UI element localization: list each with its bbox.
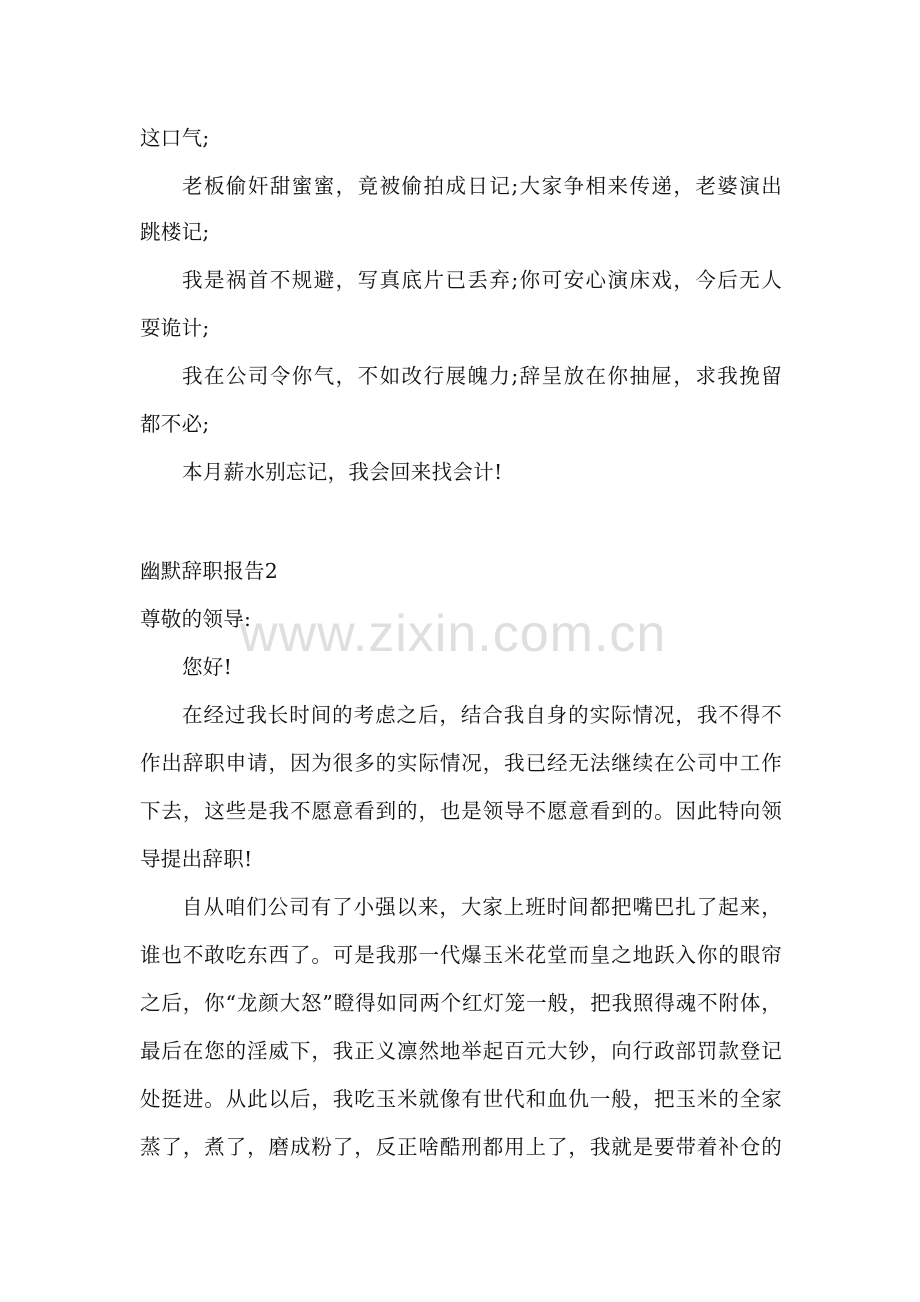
text-line: 谁也不敢吃东西了。可是我那一代爆玉米花堂而皇之地跃入你的眼帘 bbox=[140, 943, 782, 967]
text-line: 作出辞职申请，因为很多的实际情况，我已经无法继续在公司中工作 bbox=[140, 751, 782, 775]
text-line: 我是祸首不规避，写真底片已丢弃;你可安心演床戏，今后无人 bbox=[182, 268, 782, 292]
text-line: 在经过我长时间的考虑之后，结合我自身的实际情况，我不得不 bbox=[182, 703, 782, 727]
text-line: 之后，你“龙颜大怒”瞪得如同两个红灯笼一般，把我照得魂不附体， bbox=[140, 991, 782, 1015]
section-heading: 幽默辞职报告2 bbox=[140, 559, 279, 583]
text-line: 这口气; bbox=[140, 126, 210, 150]
text-line: 最后在您的淫威下，我正义凛然地举起百元大钞，向行政部罚款登记 bbox=[140, 1039, 782, 1063]
salutation: 尊敬的领导: bbox=[140, 607, 252, 631]
greeting: 您好! bbox=[182, 655, 233, 679]
text-line: 我在公司令你气，不如改行展魄力;辞呈放在你抽屉，求我挽留 bbox=[182, 364, 782, 388]
text-line: 下去，这些是我不愿意看到的，也是领导不愿意看到的。因此特向领 bbox=[140, 799, 782, 823]
text-line: 自从咱们公司有了小强以来，大家上班时间都把嘴巴扎了起来， bbox=[182, 895, 782, 919]
text-line: 耍诡计; bbox=[140, 316, 210, 340]
text-line: 跳楼记; bbox=[140, 220, 210, 244]
text-line: 都不必; bbox=[140, 412, 210, 436]
text-line: 本月薪水别忘记，我会回来找会计! bbox=[182, 460, 503, 484]
text-line: 导提出辞职! bbox=[140, 847, 253, 871]
text-line: 老板偷奸甜蜜蜜，竟被偷拍成日记;大家争相来传递，老婆演出 bbox=[182, 174, 782, 198]
text-line: 蒸了，煮了，磨成粉了，反正啥酷刑都用上了，我就是要带着补仓的 bbox=[140, 1135, 782, 1159]
text-line: 处挺进。从此以后，我吃玉米就像有世代和血仇一般，把玉米的全家 bbox=[140, 1087, 782, 1111]
watermark: www.zixin.com.cn bbox=[240, 605, 667, 663]
